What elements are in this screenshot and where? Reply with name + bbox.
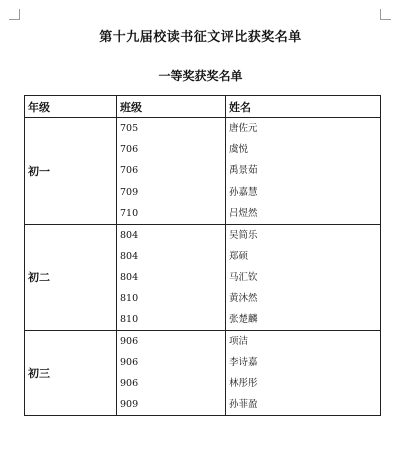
class-value: 706 xyxy=(120,165,139,177)
name-cell xyxy=(226,330,381,415)
class-value: 710 xyxy=(120,207,139,219)
name-cell xyxy=(226,118,381,225)
student-name: 孙嘉慧 xyxy=(229,186,258,198)
class-value: 906 xyxy=(120,335,139,347)
student-name: 唐佐元 xyxy=(229,123,258,134)
class-cell xyxy=(117,224,226,330)
class-value: 706 xyxy=(120,144,139,156)
student-name: 吴简乐 xyxy=(229,229,258,241)
student-name: 郑硕 xyxy=(229,250,249,262)
class-value: 709 xyxy=(120,186,139,198)
student-name: 张楚麟 xyxy=(229,313,258,325)
class-value: 906 xyxy=(120,377,139,389)
student-name: 马汇钦 xyxy=(229,271,258,283)
table-row xyxy=(25,224,381,330)
class-value: 804 xyxy=(120,250,139,262)
table-row xyxy=(25,330,381,415)
page-corner-mark-top-left xyxy=(9,9,20,20)
class-value: 810 xyxy=(120,292,139,304)
header-grade: 年级 xyxy=(25,96,117,118)
page-corner-mark-top-right xyxy=(380,9,391,20)
header-name: 姓名 xyxy=(226,96,381,118)
award-table xyxy=(24,95,381,416)
class-value: 705 xyxy=(120,123,139,134)
student-name: 虞悦 xyxy=(229,144,249,156)
header-class: 班级 xyxy=(117,96,226,118)
document-title: 第十九届校读书征文评比获奖名单 xyxy=(99,30,302,45)
grade-cell: 初三 xyxy=(25,330,117,415)
student-name: 吕煜然 xyxy=(229,207,258,219)
table-header-row xyxy=(25,96,381,118)
name-cell xyxy=(226,224,381,330)
class-value: 906 xyxy=(120,356,139,368)
student-name: 黄沐然 xyxy=(229,292,258,304)
table-row xyxy=(25,118,381,225)
student-name: 林彤彤 xyxy=(229,377,258,389)
class-value: 804 xyxy=(120,229,139,241)
class-value: 810 xyxy=(120,313,139,325)
document-subtitle: 一等奖获奖名单 xyxy=(158,69,243,83)
class-value: 804 xyxy=(120,271,139,283)
class-cell xyxy=(117,330,226,415)
grade-cell: 初一 xyxy=(25,118,117,225)
grade-cell: 初二 xyxy=(25,224,117,330)
student-name: 李诗嘉 xyxy=(229,356,258,368)
class-cell xyxy=(117,118,226,225)
class-value: 909 xyxy=(120,398,139,410)
student-name: 项洁 xyxy=(229,335,249,347)
student-name: 孙菲盈 xyxy=(229,398,258,410)
student-name: 禹景茹 xyxy=(229,165,258,177)
